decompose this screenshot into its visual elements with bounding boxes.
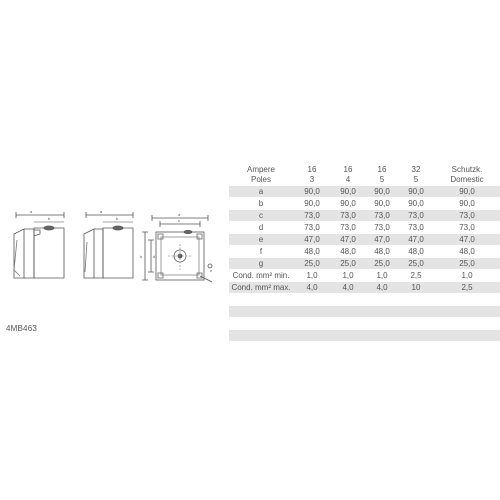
table-cell: 90,0 bbox=[293, 186, 331, 198]
svg-text:a: a bbox=[178, 212, 181, 217]
row-label bbox=[229, 318, 293, 330]
svg-text:b: b bbox=[48, 216, 51, 221]
table-row bbox=[229, 198, 500, 210]
row-label: f bbox=[229, 246, 293, 258]
table-cell: 73,0 bbox=[365, 210, 399, 222]
table-row bbox=[229, 270, 500, 282]
table-cell bbox=[293, 318, 331, 330]
table-cell bbox=[293, 330, 331, 342]
table-row bbox=[229, 318, 500, 330]
row-label: d bbox=[229, 222, 293, 234]
header-label: Poles bbox=[250, 175, 271, 184]
table-cell: 73,0 bbox=[331, 210, 365, 222]
header-cell: 16 bbox=[307, 165, 317, 174]
row-label: b bbox=[229, 198, 293, 210]
table-cell: 73,0 bbox=[399, 210, 433, 222]
header-cell: 5 bbox=[379, 175, 385, 184]
table-cell bbox=[433, 318, 500, 330]
table-cell: 73,0 bbox=[293, 222, 331, 234]
svg-text:a: a bbox=[100, 209, 103, 214]
row-label bbox=[229, 306, 293, 318]
table-cell bbox=[399, 306, 433, 318]
side-view-2 bbox=[84, 212, 133, 278]
table-cell: 90,0 bbox=[331, 186, 365, 198]
table-cell: 73,0 bbox=[293, 210, 331, 222]
table-cell: 90,0 bbox=[293, 198, 331, 210]
header-row-ampere bbox=[229, 165, 500, 175]
table-cell bbox=[365, 330, 399, 342]
header-row-poles bbox=[229, 175, 500, 186]
table-cell: 4,0 bbox=[331, 282, 365, 294]
header-label: Ampere bbox=[246, 165, 275, 174]
header-cell: 3 bbox=[309, 175, 315, 184]
table-row bbox=[229, 186, 500, 198]
table-cell: 48,0 bbox=[433, 246, 500, 258]
table-cell: 90,0 bbox=[365, 186, 399, 198]
header-cell: Domestic bbox=[450, 175, 484, 184]
table-cell: 47,0 bbox=[433, 234, 500, 246]
table-cell: 73,0 bbox=[331, 222, 365, 234]
table-cell: 25,0 bbox=[365, 258, 399, 270]
table-cell: 73,0 bbox=[433, 210, 500, 222]
table-cell: 73,0 bbox=[399, 222, 433, 234]
table-row bbox=[229, 246, 500, 258]
table-cell: 1,0 bbox=[293, 270, 331, 282]
table-cell: 47,0 bbox=[293, 234, 331, 246]
table-cell bbox=[365, 294, 399, 306]
row-label: e bbox=[229, 234, 293, 246]
table-cell: 47,0 bbox=[365, 234, 399, 246]
table-cell bbox=[331, 294, 365, 306]
table-row bbox=[229, 258, 500, 270]
table-cell bbox=[331, 306, 365, 318]
table-cell: 25,0 bbox=[293, 258, 331, 270]
row-label: g bbox=[229, 258, 293, 270]
table-row bbox=[229, 330, 500, 342]
table-row bbox=[229, 222, 500, 234]
row-label: Cond. mm² max. bbox=[229, 282, 293, 294]
table-cell: 47,0 bbox=[331, 234, 365, 246]
row-label bbox=[229, 294, 293, 306]
table-cell bbox=[331, 330, 365, 342]
table-cell: 90,0 bbox=[331, 198, 365, 210]
table-row bbox=[229, 210, 500, 222]
table-cell: 47,0 bbox=[399, 234, 433, 246]
header-cell: 16 bbox=[377, 165, 387, 174]
table-cell: 4,0 bbox=[365, 282, 399, 294]
side-view-1 bbox=[14, 212, 64, 278]
table-cell: 73,0 bbox=[433, 222, 500, 234]
table-cell: 1,0 bbox=[365, 270, 399, 282]
table-cell bbox=[433, 294, 500, 306]
table-cell bbox=[365, 306, 399, 318]
front-view bbox=[142, 215, 212, 282]
table-row bbox=[229, 234, 500, 246]
table-cell: 25,0 bbox=[433, 258, 500, 270]
row-label bbox=[229, 330, 293, 342]
table-cell bbox=[399, 294, 433, 306]
table-cell bbox=[399, 318, 433, 330]
header-cell: Schutzk. bbox=[451, 165, 483, 174]
table-cell bbox=[293, 306, 331, 318]
table-row bbox=[229, 282, 500, 294]
table-cell: 90,0 bbox=[399, 186, 433, 198]
table-cell bbox=[331, 318, 365, 330]
table-cell: 25,0 bbox=[399, 258, 433, 270]
technical-drawings bbox=[0, 0, 230, 500]
header-cell: 4 bbox=[345, 175, 351, 184]
svg-text:a: a bbox=[30, 209, 33, 214]
table-row bbox=[229, 294, 500, 306]
table-cell: 48,0 bbox=[293, 246, 331, 258]
table-cell: 90,0 bbox=[399, 198, 433, 210]
table-cell: 73,0 bbox=[365, 222, 399, 234]
table-cell: 1,0 bbox=[331, 270, 365, 282]
table-cell: 90,0 bbox=[433, 198, 500, 210]
table-cell bbox=[433, 330, 500, 342]
table-cell: 90,0 bbox=[365, 198, 399, 210]
row-label: a bbox=[229, 186, 293, 198]
table-cell: 48,0 bbox=[399, 246, 433, 258]
table-cell: 48,0 bbox=[331, 246, 365, 258]
table-cell bbox=[293, 294, 331, 306]
table-cell bbox=[399, 330, 433, 342]
svg-text:c: c bbox=[178, 218, 180, 223]
svg-text:d: d bbox=[153, 254, 156, 259]
row-label: c bbox=[229, 210, 293, 222]
table-cell bbox=[365, 318, 399, 330]
table-cell: 2,5 bbox=[433, 282, 500, 294]
table-cell: 25,0 bbox=[331, 258, 365, 270]
svg-text:b: b bbox=[116, 216, 119, 221]
table-cell: 2,5 bbox=[399, 270, 433, 282]
model-code: 4MB463 bbox=[6, 324, 37, 333]
svg-text:e: e bbox=[210, 268, 213, 273]
table-cell: 10 bbox=[399, 282, 433, 294]
row-label: Cond. mm² min. bbox=[229, 270, 293, 282]
table-cell: 4,0 bbox=[293, 282, 331, 294]
spec-table bbox=[229, 165, 500, 341]
table-cell: 48,0 bbox=[365, 246, 399, 258]
header-cell: 5 bbox=[413, 175, 419, 184]
header-cell: 32 bbox=[411, 165, 421, 174]
table-cell bbox=[433, 306, 500, 318]
svg-text:b: b bbox=[140, 254, 143, 259]
table-cell: 90,0 bbox=[433, 186, 500, 198]
header-cell: 16 bbox=[343, 165, 353, 174]
table-row bbox=[229, 306, 500, 318]
spec-table-body bbox=[229, 186, 500, 342]
table-cell: 1,0 bbox=[433, 270, 500, 282]
